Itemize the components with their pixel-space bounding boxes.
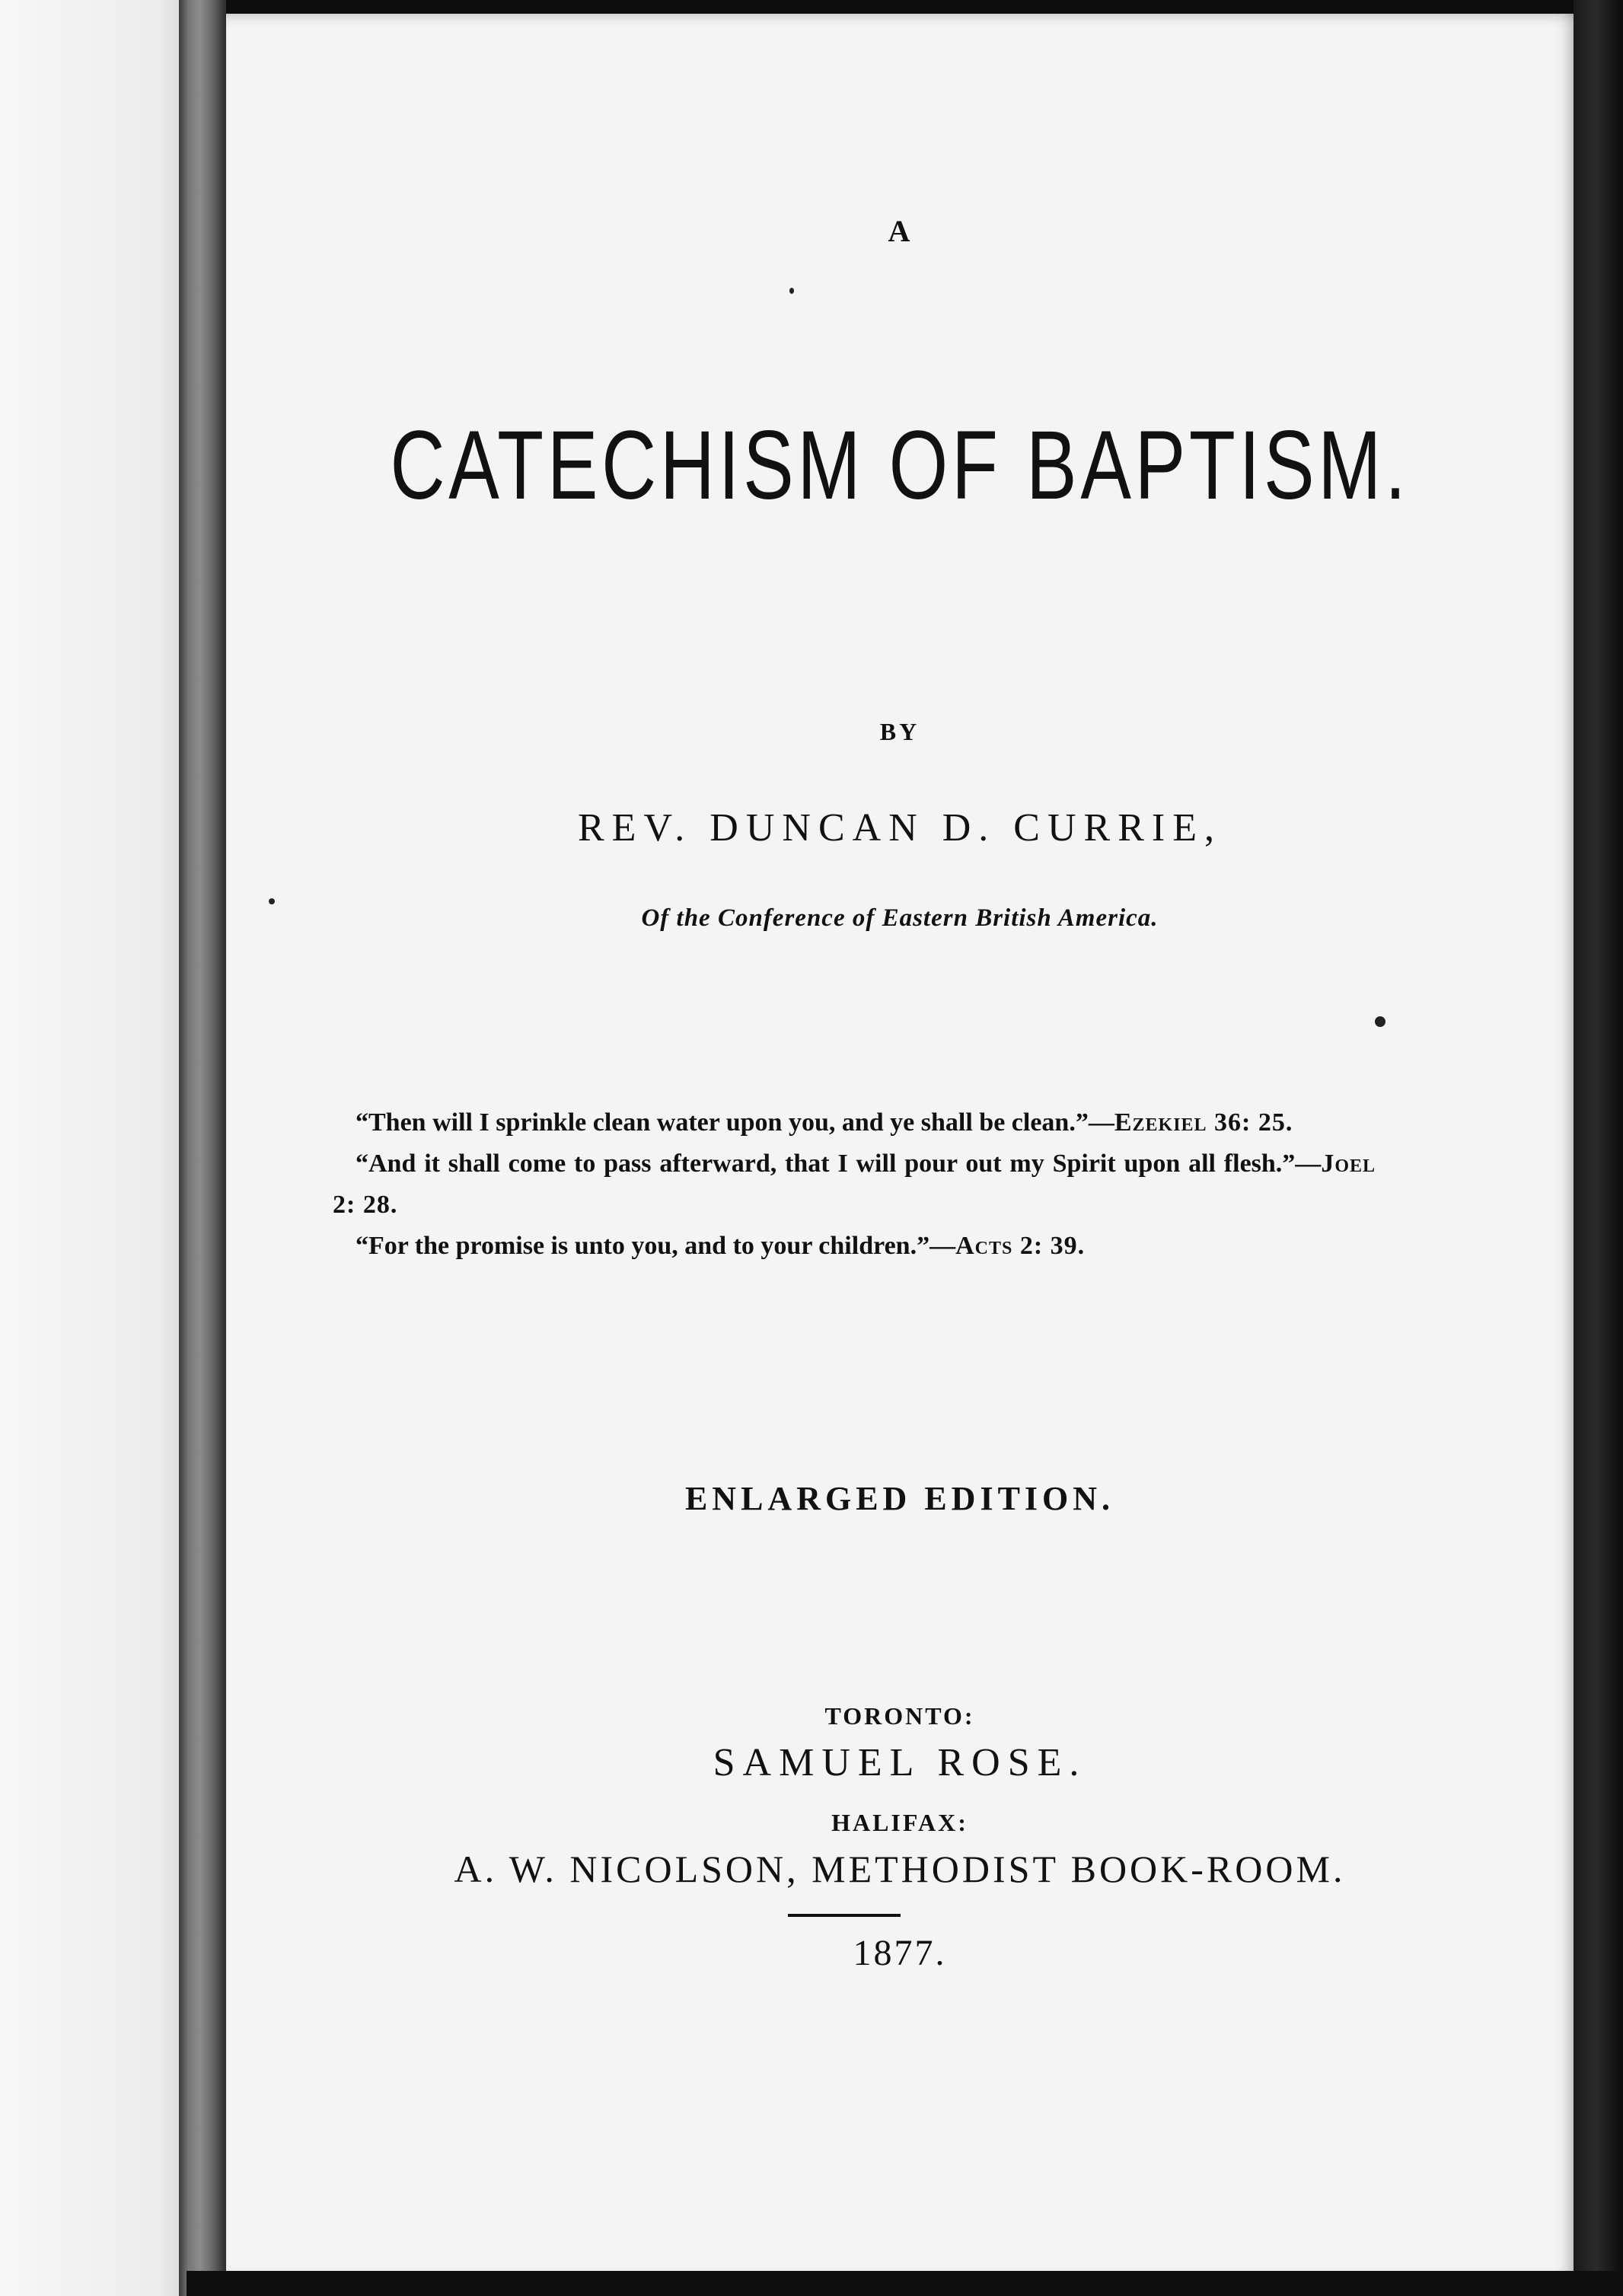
imprint-city: TORONTO: (824, 1702, 975, 1730)
epigraph-text: “Then will I sprinkle clean water upon you, and ye shall be clean.”— (356, 1108, 1114, 1137)
author-affiliation: Of the Conference of Eastern British America. (641, 904, 1159, 932)
page-right-edge (1574, 0, 1623, 2296)
page-bottom-edge (187, 2271, 1623, 2296)
epigraph-text: “And it shall come to pass afterward, that I will pour out my Spirit upon all flesh.”— (356, 1150, 1322, 1178)
book-title: CATECHISM OF BAPTISM. (390, 411, 1410, 520)
imprint-rule (788, 1914, 901, 1917)
edition-statement: ENLARGED EDITION. (684, 1480, 1115, 1517)
imprint-publisher: SAMUEL ROSE. (713, 1741, 1087, 1784)
epigraph-text: “For the promise is unto you, and to your children.”— (356, 1232, 956, 1260)
epigraph (333, 1102, 1376, 1143)
epigraph-reference: Acts 2: 39. (955, 1232, 1086, 1260)
title-article: A (888, 214, 912, 248)
title-page (226, 14, 1574, 2271)
imprint-city: HALIFAX: (831, 1809, 968, 1836)
epigraph-reference: Ezekiel 36: 25. (1114, 1108, 1293, 1137)
publication-year: 1877. (853, 1933, 947, 1973)
byline-label: BY (879, 718, 920, 745)
imprint-publisher: A. W. NICOLSON, METHODIST BOOK-ROOM. (454, 1848, 1346, 1890)
epigraph (333, 1226, 1376, 1267)
author-name: REV. DUNCAN D. CURRIE, (578, 806, 1222, 850)
facing-page-edge (0, 0, 187, 2296)
book-gutter (179, 0, 226, 2296)
epigraphs (333, 1102, 1376, 1267)
epigraph-reference: Joel 2: 28. (333, 1150, 1376, 1219)
epigraph (333, 1143, 1376, 1226)
